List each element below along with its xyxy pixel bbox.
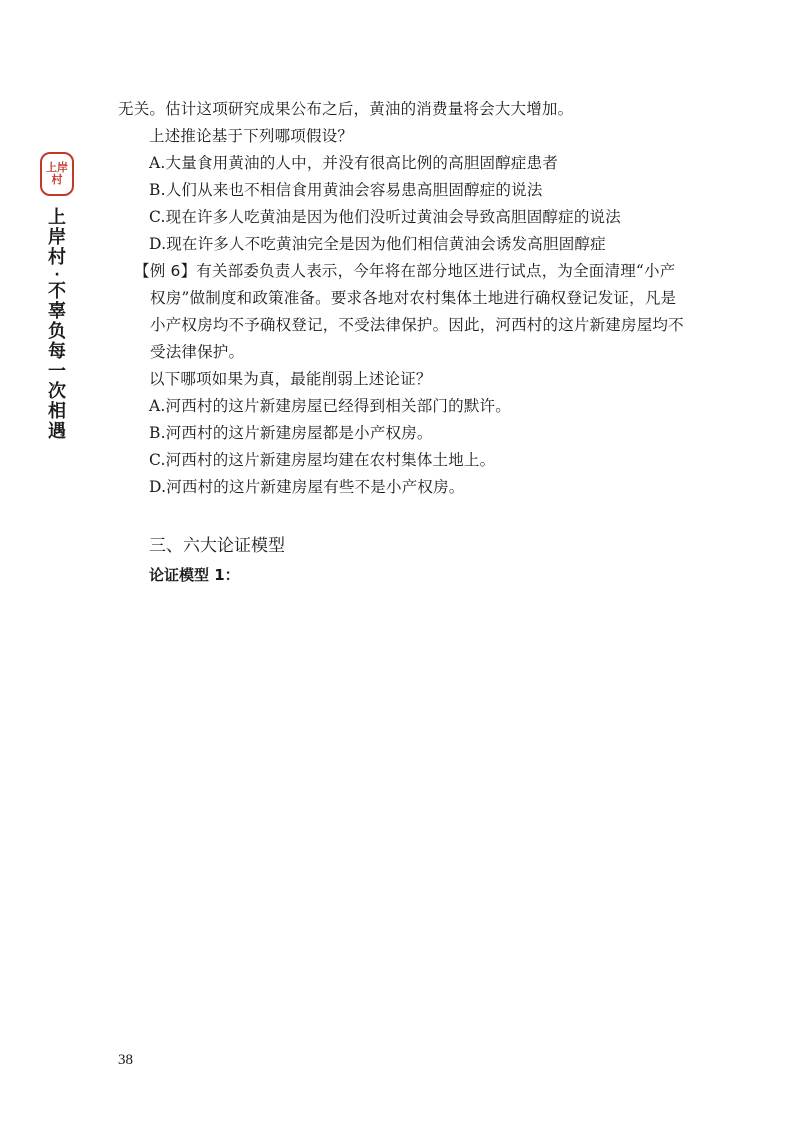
section-heading: 三、六大论证模型 [149,536,285,556]
page-content [118,96,690,589]
question-5-option-b: B.人们从来也不相信食用黄油会容易患高胆固醇症的说法 [149,181,543,199]
example-6-text: 有关部委负责人表示，今年将在部分地区进行试点，为全面清理“小产权房”做制度和政策准备。要求各地对农村集体土地进行确权登记发证，凡是小产权房均不予确权登记，不受法律保护。因此，河西村的这片新建房屋均不受法律保护。 [150,262,684,361]
slogan-char: 辜 [48,301,66,322]
question-5-prompt: 上述推论基于下列哪项假设？ [149,127,354,145]
page-number: 38 [118,1052,133,1068]
brand-slogan-vertical [38,208,76,442]
question-5-option-a: A.大量食用黄油的人中，并没有很高比例的高胆固醇症患者 [149,154,559,172]
slogan-char: 一 [48,361,66,382]
question-6-option-d: D.河西村的这片新建房屋有些不是小产权房。 [149,478,465,496]
paragraph-intro-tail: 无关。估计这项研究成果公布之后，黄油的消费量将会大大增加。 [118,100,574,118]
slogan-char: 上 [48,207,66,228]
example-6-paragraph [134,258,690,366]
slogan-char: 村 [48,247,66,268]
slogan-char: 相 [48,401,66,422]
question-5-option-d: D.现在许多人不吃黄油完全是因为他们相信黄油会诱发高胆固醇症 [149,235,606,253]
question-6-option-b: B.河西村的这片新建房屋都是小产权房。 [149,424,433,442]
brand-seal-logo [40,152,74,196]
question-6-prompt: 以下哪项如果为真，最能削弱上述论证？ [149,370,432,388]
slogan-char: 每 [48,341,66,362]
seal-text-line2: 村 [51,173,63,186]
example-6-tag: 【例 6】 [134,262,197,280]
slogan-char: 负 [48,321,66,342]
question-6-option-c: C.河西村的这片新建房屋均建在农村集体土地上。 [149,451,496,469]
slogan-char: 遇 [48,421,66,442]
slogan-char: 次 [48,381,66,402]
slogan-char: 不 [48,281,66,302]
brand-strip [38,152,78,442]
question-5-option-c: C.现在许多人吃黄油是因为他们没听过黄油会导致高胆固醇症的说法 [149,208,621,226]
seal-text-line1: 上岸 [46,161,68,174]
subsection-heading: 论证模型 1： [149,566,240,584]
slogan-char: 岸 [48,227,66,248]
question-6-option-a: A.河西村的这片新建房屋已经得到相关部门的默许。 [149,397,511,415]
slogan-separator: · [54,267,60,283]
